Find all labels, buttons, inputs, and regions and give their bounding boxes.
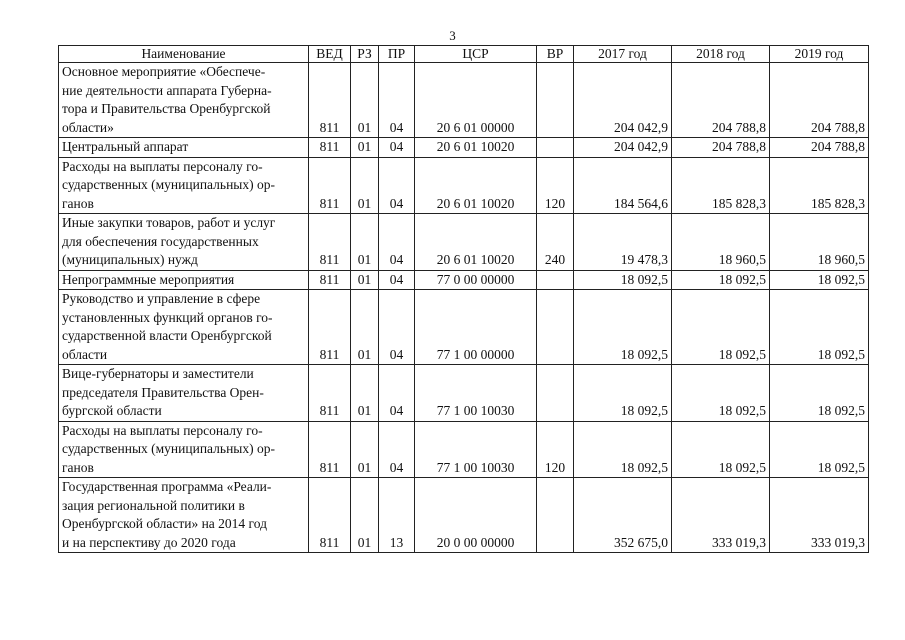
cell-name [59,365,309,422]
cell-vr [537,63,574,138]
cell-name-line: председателя Правительства Орен- [62,384,264,400]
table-row [59,157,869,214]
cell-ved: 811 [309,157,351,214]
cell-2018: 333 019,3 [672,478,770,553]
cell-2017: 204 042,9 [574,63,672,138]
cell-pr: 04 [379,214,415,271]
cell-2017: 19 478,3 [574,214,672,271]
cell-name-line: Оренбургской области» на 2014 год [62,516,267,531]
cell-vr [537,290,574,365]
table-row [59,421,869,478]
cell-name [59,63,309,138]
cell-rz: 01 [351,214,379,271]
cell-2018: 18 092,5 [672,421,770,478]
cell-name-line: ние деятельности аппарата Губерна- [62,82,272,98]
table-row [59,138,869,158]
cell-name-line: (муниципальных) нужд [62,252,198,267]
cell-pr: 04 [379,421,415,478]
cell-2019: 18 092,5 [770,421,869,478]
cell-name-line: установленных функций органов го- [62,309,273,325]
cell-2019: 18 960,5 [770,214,869,271]
cell-2017: 18 092,5 [574,365,672,422]
cell-name [59,214,309,271]
cell-ved: 811 [309,478,351,553]
cell-rz: 01 [351,365,379,422]
cell-name-line: Расходы на выплаты персоналу го- [62,158,263,174]
cell-vr [537,270,574,290]
cell-name-line: Государственная программа «Реали- [62,479,272,494]
cell-name-line: Расходы на выплаты персоналу го- [62,422,263,438]
cell-pr: 04 [379,157,415,214]
cell-rz: 01 [351,421,379,478]
cell-2018: 185 828,3 [672,157,770,214]
cell-2018: 204 788,8 [672,63,770,138]
cell-2019: 18 092,5 [770,290,869,365]
table-row [59,214,869,271]
cell-name-line: зация региональной политики в [62,497,245,513]
cell-name-line: сударственных (муниципальных) ор- [62,441,275,456]
cell-name [59,478,309,553]
cell-pr: 04 [379,365,415,422]
cell-name [59,290,309,365]
cell-vr: 240 [537,214,574,271]
cell-rz: 01 [351,270,379,290]
cell-vr: 120 [537,421,574,478]
cell-name-line: ганов [62,459,94,475]
cell-2019: 18 092,5 [770,365,869,422]
cell-name-line: области [62,346,108,362]
cell-csr: 77 0 00 00000 [415,270,537,290]
cell-2017: 204 042,9 [574,138,672,158]
cell-name-line: Руководство и управление в сфере [62,291,261,306]
cell-name-line: Вице-губернаторы и заместители [62,366,254,381]
cell-name-line: Непрограммные мероприятия [62,271,235,287]
cell-csr: 20 6 01 10020 [415,214,537,271]
cell-2018: 18 092,5 [672,365,770,422]
table-body [59,63,869,553]
cell-2018: 18 092,5 [672,270,770,290]
cell-name-line: Центральный аппарат [62,139,189,154]
cell-name-line: сударственных (муниципальных) ор- [62,177,275,192]
cell-ved: 811 [309,63,351,138]
budget-table [58,45,869,553]
cell-name-line: и на перспективу до 2020 года [62,534,236,550]
cell-csr: 20 6 01 00000 [415,63,537,138]
cell-name [59,138,309,158]
cell-ved: 811 [309,290,351,365]
column-header-ved: ВЕД [309,46,351,63]
cell-vr: 120 [537,157,574,214]
cell-name [59,421,309,478]
cell-2017: 18 092,5 [574,270,672,290]
cell-2019: 185 828,3 [770,157,869,214]
cell-rz: 01 [351,157,379,214]
cell-2017: 18 092,5 [574,290,672,365]
column-header-name: Наименование [59,46,309,63]
cell-2018: 18 960,5 [672,214,770,271]
cell-csr: 77 1 00 10030 [415,421,537,478]
column-header-vr: ВР [537,46,574,63]
column-header-pr: ПР [379,46,415,63]
cell-2017: 18 092,5 [574,421,672,478]
cell-rz: 01 [351,138,379,158]
cell-ved: 811 [309,270,351,290]
cell-rz: 01 [351,63,379,138]
table-row [59,478,869,553]
cell-rz: 01 [351,478,379,553]
cell-ved: 811 [309,365,351,422]
table-header-row [59,46,869,63]
cell-2017: 184 564,6 [574,157,672,214]
cell-csr: 20 6 01 10020 [415,157,537,214]
cell-name [59,157,309,214]
cell-csr: 77 1 00 10030 [415,365,537,422]
column-header-csr: ЦСР [415,46,537,63]
column-header-2018: 2018 год [672,46,770,63]
cell-name [59,270,309,290]
cell-2018: 18 092,5 [672,290,770,365]
cell-2018: 204 788,8 [672,138,770,158]
cell-rz: 01 [351,290,379,365]
cell-ved: 811 [309,138,351,158]
cell-name-line: сударственной власти Оренбургской [62,328,272,343]
cell-ved: 811 [309,214,351,271]
cell-name-line: для обеспечения государственных [62,233,259,249]
cell-2019: 204 788,8 [770,63,869,138]
cell-vr [537,365,574,422]
cell-name-line: ганов [62,195,94,211]
column-header-2019: 2019 год [770,46,869,63]
cell-name-line: бургской области [62,403,162,418]
column-header-rz: РЗ [351,46,379,63]
cell-2019: 18 092,5 [770,270,869,290]
cell-csr: 20 6 01 10020 [415,138,537,158]
cell-pr: 04 [379,138,415,158]
cell-csr: 20 0 00 00000 [415,478,537,553]
cell-name-line: Иные закупки товаров, работ и услуг [62,215,276,230]
cell-pr: 13 [379,478,415,553]
page-number: 3 [449,28,456,43]
table-row [59,290,869,365]
cell-name-line: тора и Правительства Оренбургской [62,101,271,116]
cell-csr: 77 1 00 00000 [415,290,537,365]
cell-2019: 333 019,3 [770,478,869,553]
cell-2017: 352 675,0 [574,478,672,553]
cell-vr [537,478,574,553]
cell-vr [537,138,574,158]
table-row [59,270,869,290]
table-row [59,365,869,422]
cell-pr: 04 [379,270,415,290]
table-row [59,63,869,138]
cell-pr: 04 [379,290,415,365]
cell-2019: 204 788,8 [770,138,869,158]
cell-ved: 811 [309,421,351,478]
cell-name-line: Основное мероприятие «Обеспече- [62,64,266,79]
cell-pr: 04 [379,63,415,138]
column-header-2017: 2017 год [574,46,672,63]
cell-name-line: области» [62,119,114,135]
